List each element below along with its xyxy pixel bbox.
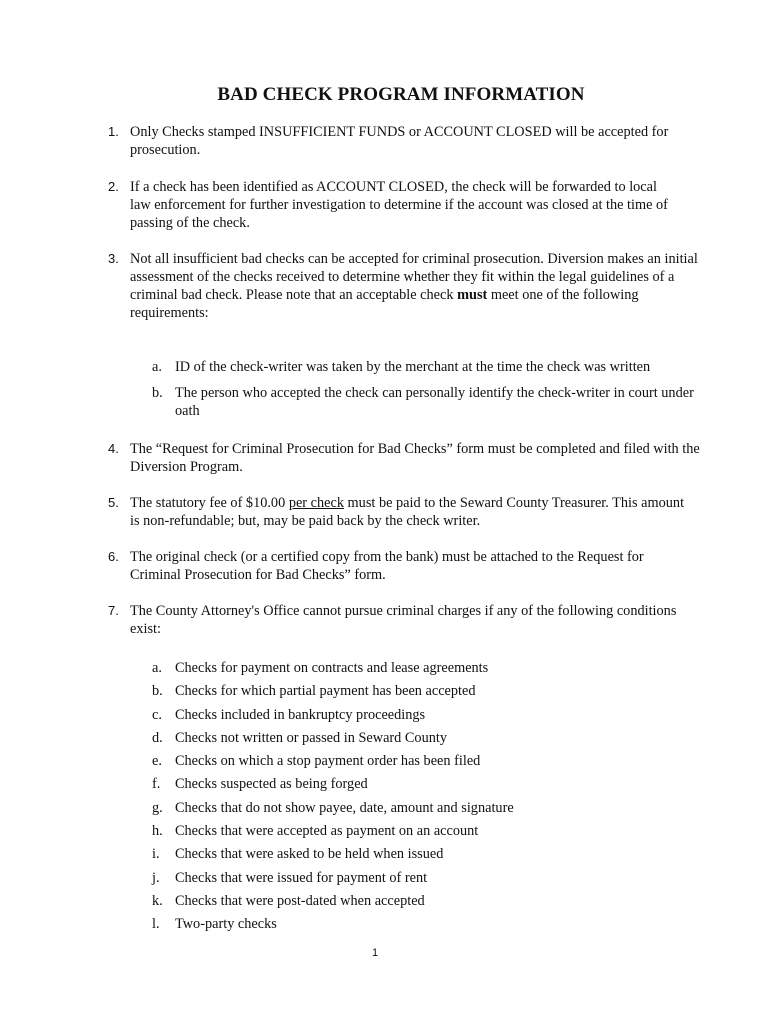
sub-item <box>152 797 707 820</box>
page-number: 1 <box>371 947 379 959</box>
document-title: BAD CHECK PROGRAM INFORMATION <box>217 84 585 105</box>
item-number: 7. <box>108 603 119 618</box>
sub-item <box>152 680 707 703</box>
sub-item <box>152 356 707 379</box>
list-item-1 <box>108 123 708 159</box>
sublist-requirements <box>152 356 707 420</box>
item-text: The County Attorney's Office cannot pursue criminal charges if any of the following conditions exist: <box>130 603 677 637</box>
sub-item-text: Checks suspected as being forged <box>175 776 368 793</box>
sub-item-letter: c. <box>152 706 162 723</box>
sub-item <box>152 820 707 843</box>
sub-item <box>152 773 707 796</box>
item-number: 5. <box>108 495 119 510</box>
sub-item-letter: b. <box>152 385 163 402</box>
sub-item-text: Checks on which a stop payment order has been filed <box>175 753 481 770</box>
item-number: 2. <box>108 179 119 194</box>
sub-item-text: Checks for payment on contracts and lease agreements <box>175 660 489 676</box>
sublist-conditions <box>152 657 707 937</box>
list-item-7 <box>108 602 708 638</box>
item-text <box>130 250 708 322</box>
sub-item-letter: h. <box>152 823 163 840</box>
sub-item-text: The person who accepted the check can personally identify the check-writer in court under oath <box>175 385 694 420</box>
sub-item <box>152 843 707 866</box>
item-text-part: meet one of the following requirements: <box>130 287 639 321</box>
item-text: If a check has been identified as ACCOUNT CLOSED, the check will be forwarded to local law enforcement for further investigation to determine if the account was closed at the time of passing of the check. <box>130 179 668 231</box>
item-text <box>130 494 690 530</box>
sub-item <box>152 657 707 680</box>
sub-item-letter: g. <box>152 799 163 816</box>
sub-item <box>152 704 707 727</box>
sub-item-text: Two-party checks <box>175 916 277 933</box>
sub-item-text: Checks that were post-dated when accepted <box>175 892 425 909</box>
sub-item-letter: k. <box>152 892 163 909</box>
sub-item-letter: l. <box>152 916 160 933</box>
sub-item <box>152 867 707 890</box>
sub-item <box>152 750 707 773</box>
item-text-part: Not all insufficient bad checks can be accepted for criminal prosecution. Diversion makes an initial assessment of the checks received to determine whether they fit within the legal guidelines of a criminal bad check. Please note that an acceptable check <box>130 251 698 303</box>
item-text-part: The statutory fee of $10.00 <box>130 495 289 511</box>
sub-item-letter: b. <box>152 683 163 700</box>
list-item-3 <box>108 250 708 322</box>
sub-item-text: Checks not written or passed in Seward County <box>175 729 447 746</box>
item-text: Only Checks stamped INSUFFICIENT FUNDS or ACCOUNT CLOSED will be accepted for prosecution. <box>130 124 669 158</box>
sub-item-letter: i. <box>152 846 160 863</box>
sub-item-text: Checks that do not show payee, date, amount and signature <box>175 799 514 816</box>
item-number: 4. <box>108 441 119 456</box>
sub-item-text: Checks that were issued for payment of rent <box>175 869 428 886</box>
item-number: 1. <box>108 124 119 139</box>
emphasis-must: must <box>457 287 488 303</box>
list-item-2 <box>108 178 708 232</box>
sub-item-letter: f. <box>152 776 161 793</box>
sub-item-letter: e. <box>152 753 162 770</box>
item-text: The original check (or a certified copy from the bank) must be attached to the Request for Criminal Prosecution for Bad Checks” form. <box>130 549 644 583</box>
sub-item-text: Checks included in bankruptcy proceedings <box>175 706 426 723</box>
sub-item <box>152 890 707 913</box>
sub-item-letter: j. <box>152 869 160 886</box>
underlined-per-check: per check <box>288 495 344 511</box>
sub-item-letter: a. <box>152 660 162 676</box>
sub-item-text: Checks for which partial payment has been accepted <box>175 683 476 700</box>
item-text-part: must be paid to the Seward County Treasurer. This amount is non-refundable; but, may be paid back by the check writer. <box>130 495 685 529</box>
sub-item-letter: a. <box>152 359 162 375</box>
list-item-5 <box>108 494 708 530</box>
list-item-4 <box>108 440 708 476</box>
item-number: 6. <box>108 549 119 564</box>
sub-item <box>152 384 707 420</box>
sub-item-text: Checks that were asked to be held when issued <box>175 846 444 863</box>
sub-item-text: Checks that were accepted as payment on an account <box>175 823 479 840</box>
sub-item <box>152 913 707 936</box>
sub-item <box>152 727 707 750</box>
list-item-6 <box>108 548 708 584</box>
item-text: The “Request for Criminal Prosecution for Bad Checks” form must be completed and filed with the Diversion Program. <box>130 441 700 475</box>
sub-item-text: ID of the check-writer was taken by the merchant at the time the check was written <box>175 359 651 375</box>
item-number: 3. <box>108 251 119 266</box>
sub-item-letter: d. <box>152 729 163 746</box>
